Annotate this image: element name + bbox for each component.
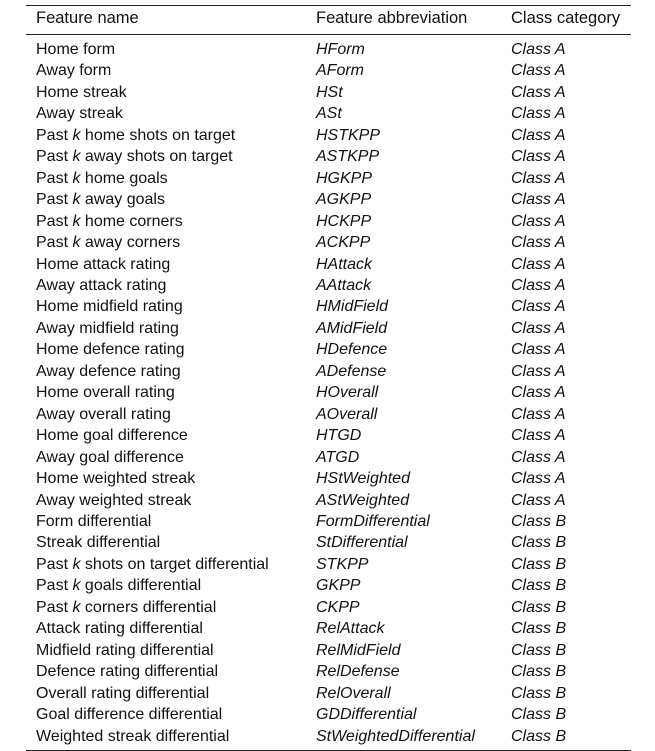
class-category-cell: Class A (511, 169, 566, 187)
table-row (26, 382, 631, 403)
feature-name-text: Past (36, 212, 73, 230)
class-category-cell: Class A (511, 212, 566, 230)
class-category-cell: Class A (511, 62, 566, 80)
feature-name-text-suffix: corners differential (80, 598, 217, 616)
class-category-cell: Class A (511, 448, 566, 466)
feature-name-cell (26, 683, 316, 704)
table-row (26, 318, 631, 339)
feature-abbreviation-cell: HOverall (316, 384, 379, 402)
feature-abbreviation-cell: ACKPP (316, 234, 371, 252)
feature-name-text-suffix: home corners (80, 212, 183, 230)
class-category-cell: Class A (511, 255, 566, 273)
feature-name-cell (26, 382, 316, 403)
feature-name-text: Defence rating differential (36, 663, 219, 681)
feature-name-text: Away weighted streak (36, 491, 192, 509)
feature-name-text-suffix: home shots on target (80, 126, 236, 144)
feature-name-text: Away defence rating (36, 362, 181, 380)
feature-name-text: Away overall rating (36, 405, 171, 423)
class-category-cell: Class A (511, 126, 566, 144)
feature-name-cell (26, 339, 316, 360)
table-row (26, 597, 631, 618)
feature-name-cell (26, 447, 316, 468)
header-row (26, 6, 631, 30)
class-category-cell: Class A (511, 41, 566, 58)
k-variable: k (72, 234, 81, 252)
feature-name-cell (26, 168, 316, 189)
class-category-cell: Class A (511, 405, 566, 423)
feature-name-text: Past (36, 577, 73, 595)
feature-abbreviation-cell: FormDifferential (316, 512, 430, 530)
feature-name-text: Past (36, 598, 73, 616)
feature-abbreviation-cell: ASTKPP (316, 148, 380, 166)
k-variable: k (72, 191, 81, 209)
class-category-cell: Class B (511, 512, 567, 530)
feature-name-cell (26, 425, 316, 446)
class-category-cell: Class A (511, 191, 566, 209)
table-row (26, 447, 631, 468)
table-row (26, 704, 631, 725)
table-row (26, 640, 631, 661)
feature-name-cell (26, 232, 316, 253)
table-row (26, 683, 631, 704)
feature-name-text-suffix: away goals (80, 191, 165, 209)
feature-abbreviation-cell: RelOverall (316, 684, 391, 702)
feature-name-cell (26, 468, 316, 489)
feature-name-cell (26, 254, 316, 275)
feature-name-text: Home form (36, 41, 116, 58)
table-row (26, 726, 631, 747)
table-row (26, 296, 631, 317)
feature-name-cell (26, 103, 316, 124)
feature-abbreviation-cell: AStWeighted (316, 491, 410, 509)
k-variable: k (72, 212, 81, 230)
table-row (26, 490, 631, 511)
class-category-cell: Class A (511, 341, 566, 359)
feature-abbreviation-cell: RelAttack (316, 620, 385, 638)
feature-name-text: Overall rating differential (36, 684, 210, 702)
feature-name-cell (26, 189, 316, 210)
feature-name-cell (26, 726, 316, 747)
feature-abbreviation-cell: HDefence (316, 341, 388, 359)
header-feature-name: Feature name (36, 9, 139, 27)
table-row (26, 168, 631, 189)
class-category-cell: Class A (511, 234, 566, 252)
table-row (26, 661, 631, 682)
feature-abbreviation-cell: CKPP (316, 598, 360, 616)
header-feature-abbreviation: Feature abbreviation (316, 9, 468, 27)
k-variable: k (72, 148, 81, 166)
feature-abbreviation-cell: RelMidField (316, 641, 401, 659)
feature-abbreviation-cell: GKPP (316, 577, 361, 595)
feature-name-cell (26, 704, 316, 725)
class-category-cell: Class B (511, 684, 567, 702)
class-category-cell: Class A (511, 298, 566, 316)
feature-abbreviation-cell: HSt (316, 83, 343, 101)
feature-name-text: Home streak (36, 83, 127, 101)
k-variable: k (72, 555, 81, 573)
feature-table (26, 6, 631, 30)
class-category-cell: Class A (511, 362, 566, 380)
class-category-cell: Class B (511, 620, 567, 638)
k-variable: k (72, 577, 81, 595)
feature-name-text-suffix: shots on target differential (80, 555, 269, 573)
table-row (26, 146, 631, 167)
feature-abbreviation-cell: StDifferential (316, 534, 408, 552)
feature-table-body (26, 35, 631, 747)
feature-abbreviation-cell: HTGD (316, 427, 362, 445)
feature-name-cell (26, 82, 316, 103)
table-row (26, 511, 631, 532)
feature-abbreviation-cell: HCKPP (316, 212, 372, 230)
table-row (26, 82, 631, 103)
feature-name-cell (26, 661, 316, 682)
feature-name-cell (26, 318, 316, 339)
feature-abbreviation-cell: AForm (316, 62, 364, 80)
header-class-category: Class category (511, 9, 621, 27)
feature-name-cell (26, 575, 316, 596)
class-category-cell: Class A (511, 276, 566, 294)
table-row (26, 275, 631, 296)
feature-name-text: Streak differential (36, 534, 161, 552)
feature-name-text-suffix: away corners (80, 234, 181, 252)
feature-name-cell (26, 361, 316, 382)
feature-abbreviation-cell: StWeightedDifferential (316, 727, 475, 745)
table-row (26, 404, 631, 425)
class-category-cell: Class A (511, 319, 566, 337)
feature-name-cell (26, 211, 316, 232)
feature-abbreviation-cell: HMidField (316, 298, 389, 316)
feature-name-text: Home weighted streak (36, 470, 196, 488)
feature-abbreviation-cell: RelDefense (316, 663, 400, 681)
feature-abbreviation-cell: ADefense (316, 362, 387, 380)
feature-name-cell (26, 554, 316, 575)
feature-abbreviation-cell: HStWeighted (316, 470, 410, 488)
feature-abbreviation-cell: HForm (316, 41, 365, 58)
feature-name-text: Home defence rating (36, 341, 185, 359)
feature-name-text: Past (36, 126, 73, 144)
table-row (26, 618, 631, 639)
feature-name-cell (26, 60, 316, 81)
feature-name-text: Past (36, 555, 73, 573)
feature-name-text: Home attack rating (36, 255, 171, 273)
table-row (26, 232, 631, 253)
feature-name-text: Form differential (36, 512, 152, 530)
feature-name-text-suffix: goals differential (80, 577, 202, 595)
feature-name-text: Home goal difference (36, 427, 188, 445)
feature-abbreviation-cell: HAttack (316, 255, 373, 273)
table-body (26, 35, 631, 747)
class-category-cell: Class A (511, 83, 566, 101)
class-category-cell: Class B (511, 663, 567, 681)
feature-name-cell (26, 597, 316, 618)
class-category-cell: Class B (511, 641, 567, 659)
class-category-cell: Class A (511, 105, 566, 123)
feature-name-cell (26, 125, 316, 146)
feature-name-text: Past (36, 148, 73, 166)
feature-name-cell (26, 640, 316, 661)
table-row (26, 103, 631, 124)
feature-abbreviation-cell: HSTKPP (316, 126, 381, 144)
feature-name-text: Away goal difference (36, 448, 184, 466)
feature-name-cell (26, 511, 316, 532)
feature-name-text: Midfield rating differential (36, 641, 214, 659)
k-variable: k (72, 169, 81, 187)
table-row (26, 254, 631, 275)
class-category-cell: Class B (511, 706, 567, 724)
feature-name-cell (26, 618, 316, 639)
feature-name-text: Away form (36, 62, 112, 80)
table-row (26, 339, 631, 360)
feature-name-cell (26, 35, 316, 60)
table-row (26, 425, 631, 446)
feature-name-text: Goal difference differential (36, 706, 223, 724)
feature-abbreviation-cell: AMidField (316, 319, 388, 337)
feature-name-text-suffix: away shots on target (80, 148, 233, 166)
class-category-cell: Class A (511, 384, 566, 402)
feature-name-text: Past (36, 169, 73, 187)
class-category-cell: Class A (511, 427, 566, 445)
table-row (26, 35, 631, 60)
class-category-cell: Class A (511, 470, 566, 488)
feature-abbreviation-cell: AGKPP (316, 191, 372, 209)
feature-table-container (26, 0, 631, 751)
feature-name-text: Attack rating differential (36, 620, 203, 638)
feature-name-cell (26, 296, 316, 317)
class-category-cell: Class B (511, 577, 567, 595)
feature-name-text-suffix: home goals (80, 169, 168, 187)
table-row (26, 532, 631, 553)
k-variable: k (72, 598, 81, 616)
feature-name-text: Past (36, 191, 73, 209)
feature-name-cell (26, 404, 316, 425)
class-category-cell: Class A (511, 491, 566, 509)
class-category-cell: Class B (511, 534, 567, 552)
feature-name-text: Past (36, 234, 73, 252)
table-row (26, 468, 631, 489)
feature-name-text: Home midfield rating (36, 298, 183, 316)
table-row (26, 361, 631, 382)
feature-abbreviation-cell: ATGD (316, 448, 360, 466)
feature-name-text: Away streak (36, 105, 123, 123)
table-row (26, 125, 631, 146)
feature-abbreviation-cell: GDDifferential (316, 706, 417, 724)
table-row (26, 189, 631, 210)
table-row (26, 575, 631, 596)
feature-name-text: Home overall rating (36, 384, 175, 402)
k-variable: k (72, 126, 81, 144)
feature-name-text: Away attack rating (36, 276, 167, 294)
feature-abbreviation-cell: STKPP (316, 555, 369, 573)
feature-abbreviation-cell: AAttack (316, 276, 372, 294)
feature-abbreviation-cell: HGKPP (316, 169, 373, 187)
table-row (26, 211, 631, 232)
feature-name-cell (26, 490, 316, 511)
feature-name-text: Away midfield rating (36, 319, 179, 337)
class-category-cell: Class A (511, 148, 566, 166)
feature-abbreviation-cell: AOverall (316, 405, 378, 423)
feature-name-cell (26, 532, 316, 553)
class-category-cell: Class B (511, 727, 567, 745)
feature-name-cell (26, 146, 316, 167)
feature-name-cell (26, 275, 316, 296)
feature-abbreviation-cell: ASt (316, 105, 342, 123)
table-row (26, 554, 631, 575)
table-row (26, 60, 631, 81)
feature-name-text: Weighted streak differential (36, 727, 230, 745)
class-category-cell: Class B (511, 555, 567, 573)
class-category-cell: Class B (511, 598, 567, 616)
